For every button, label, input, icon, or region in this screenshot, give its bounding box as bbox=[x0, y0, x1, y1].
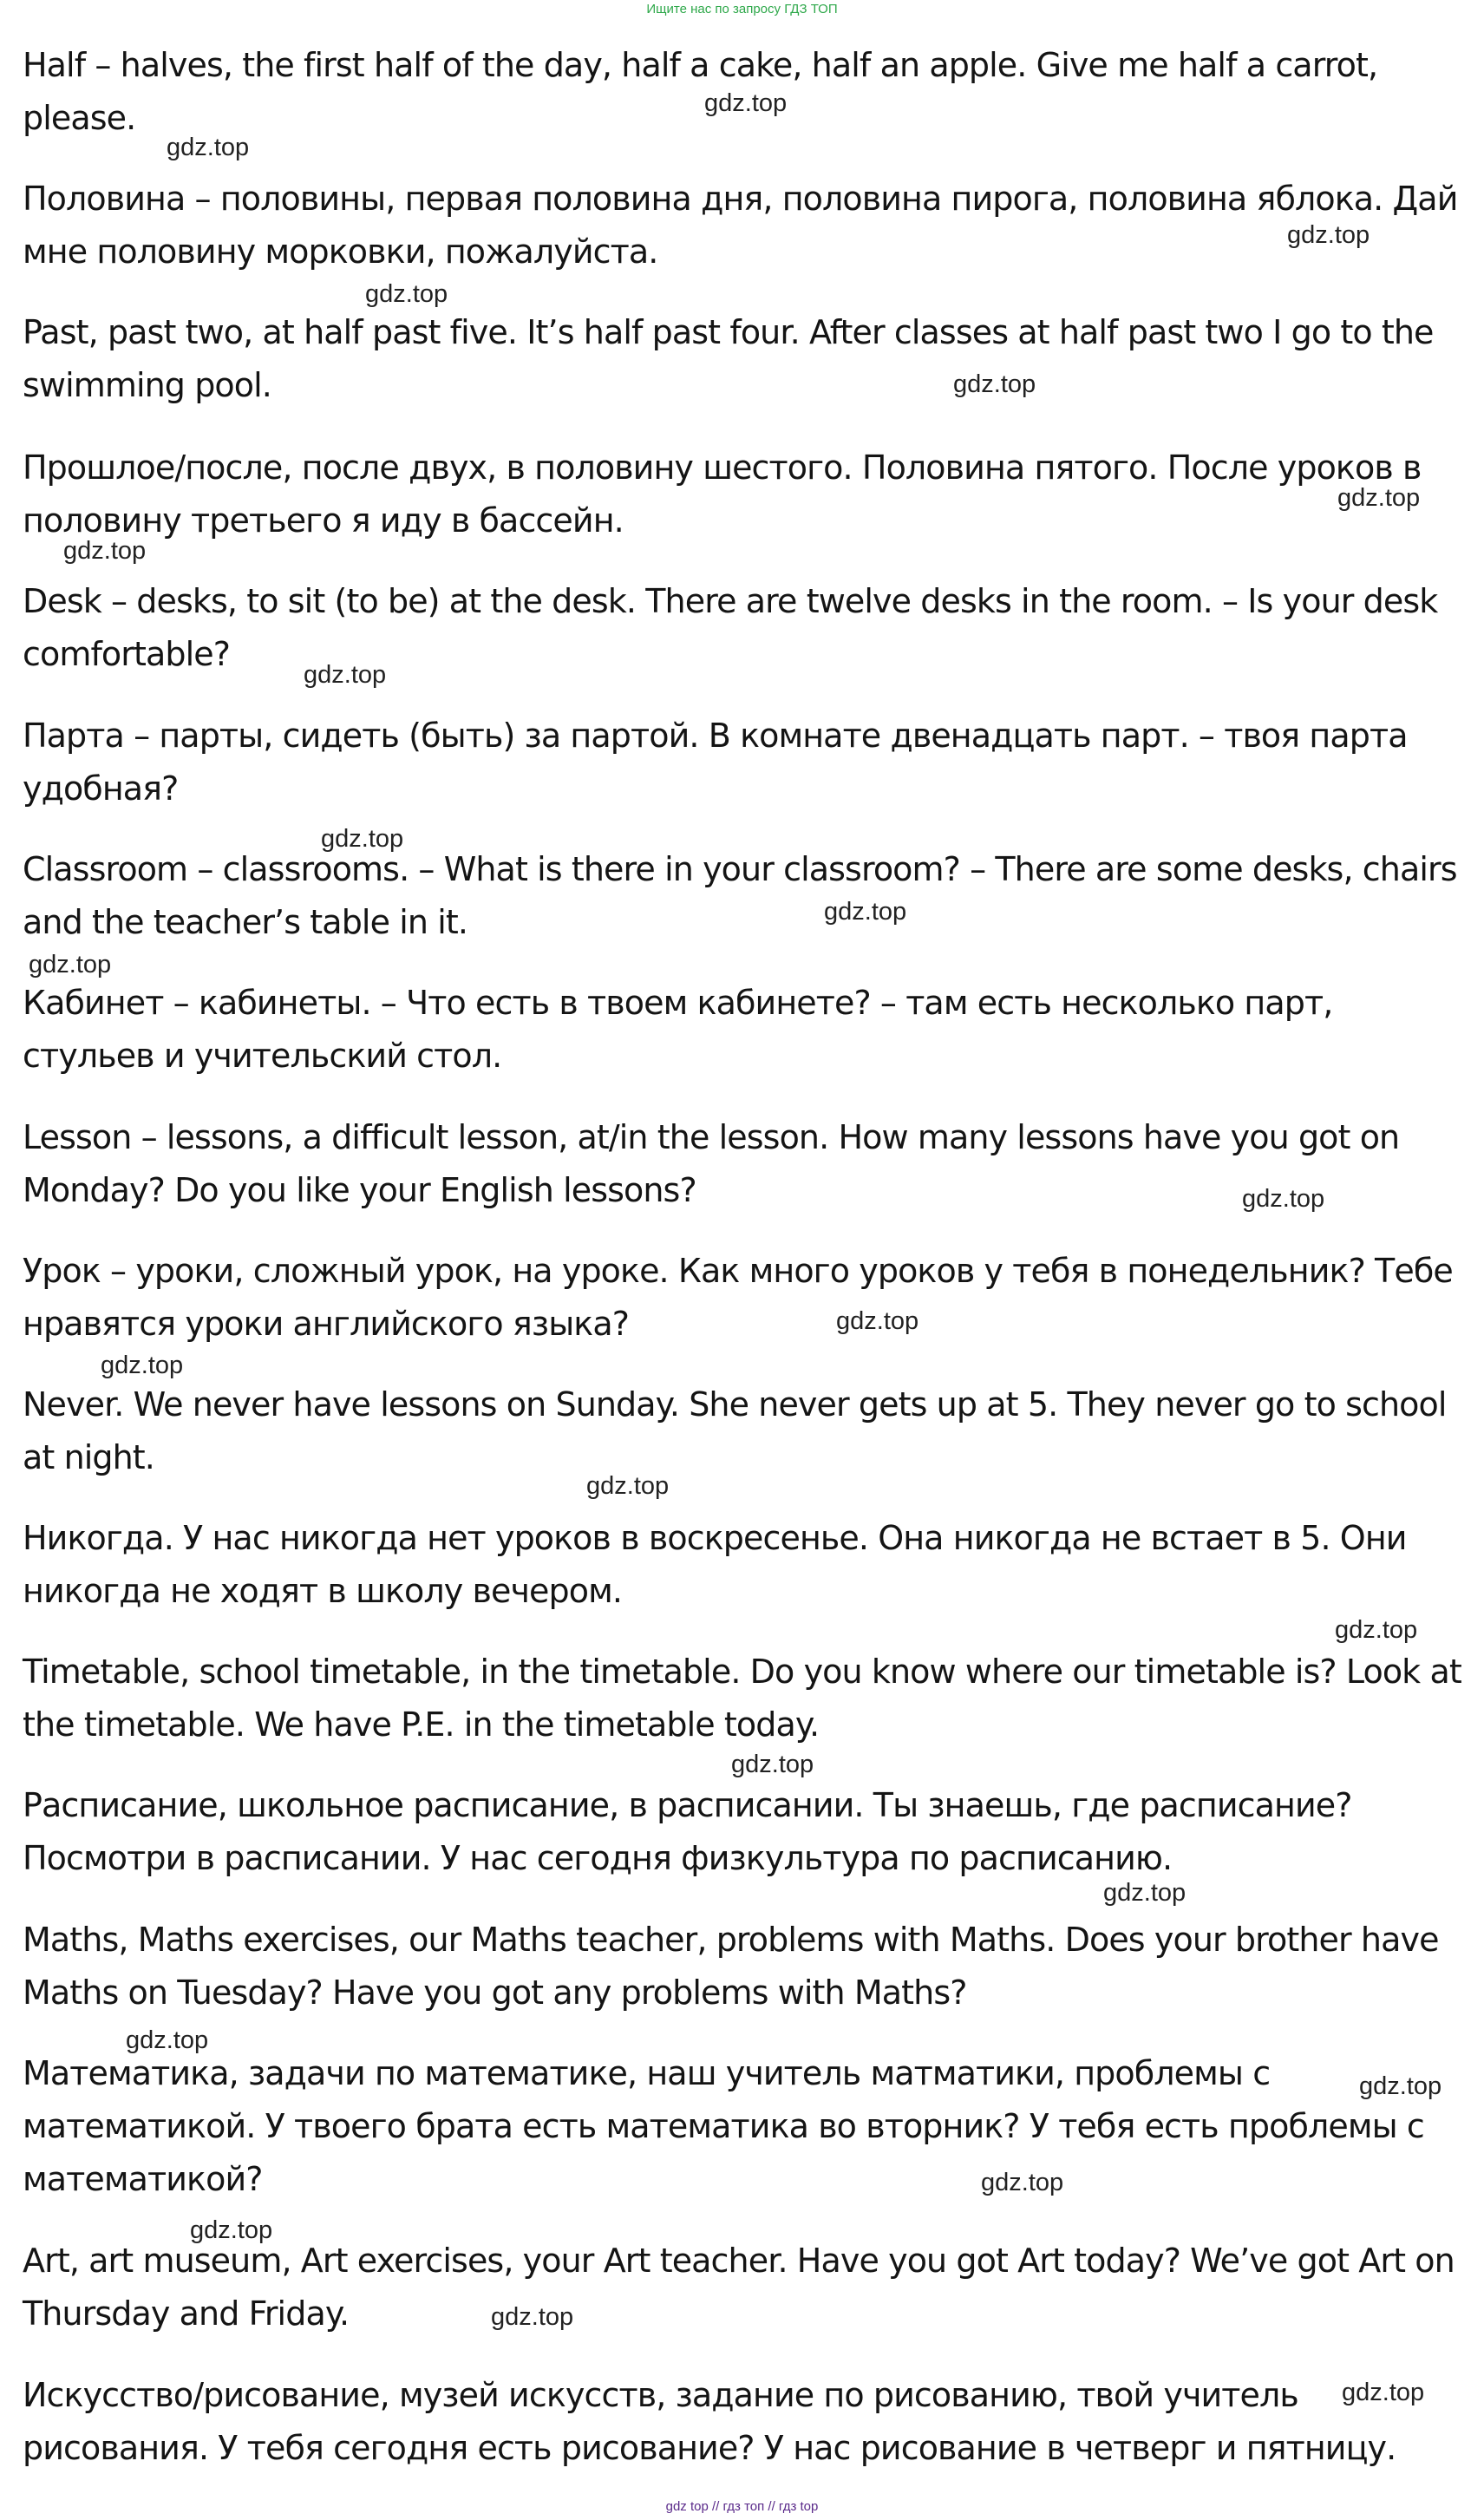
paragraph-8: Кабинет – кабинеты. – Что есть в твоем кабинете? – там есть несколько парт, стульев и учительский стол. bbox=[23, 984, 1333, 1075]
paragraph-6: Парта – парты, сидеть (быть) за партой. В комнате двенадцать парт. – твоя парта удобная? bbox=[23, 717, 1408, 808]
watermark: gdz.top bbox=[1342, 2379, 1425, 2406]
watermark: gdz.top bbox=[981, 2169, 1064, 2196]
watermark: gdz.top bbox=[1359, 2072, 1442, 2100]
watermark: gdz.top bbox=[1337, 484, 1421, 512]
paragraph-17: Art, art museum, Art exercises, your Art teacher. Have you got Art today? We’ve got Art on Thursday and Friday. bbox=[23, 2242, 1455, 2333]
paragraph-3: Past, past two, at half past five. It’s half past four. After classes at half past two I go to the swimming pool. bbox=[23, 313, 1434, 404]
paragraph-2: Половина – половины, первая половина дня, половина пирога, половина яблока. Дай мне половину морковки, пожалуйста. bbox=[23, 180, 1458, 271]
paragraph-1: Half – halves, the first half of the day, half a cake, half an apple. Give me half a carrot, please. bbox=[23, 46, 1378, 137]
watermark: gdz.top bbox=[101, 1352, 184, 1379]
paragraph-4: Прошлое/после, после двух, в половину шестого. Половина пятого. После уроков в половину третьего я иду в бассейн. bbox=[23, 448, 1422, 540]
watermark: gdz.top bbox=[836, 1307, 919, 1335]
watermark: gdz.top bbox=[731, 1751, 814, 1778]
paragraph-9: Lesson – lessons, a difficult lesson, at/in the lesson. How many lessons have you got on Monday? Do you like your English lessons? bbox=[23, 1118, 1400, 1209]
watermark: gdz.top bbox=[365, 280, 448, 308]
watermark: gdz.top bbox=[953, 370, 1036, 398]
watermark: gdz.top bbox=[824, 898, 907, 926]
paragraph-16: Математика, задачи по математике, наш учитель матматики, проблемы с математикой. У твоего брата есть математика во вторник? У тебя есть проблемы с математикой? bbox=[23, 2054, 1424, 2198]
watermark: gdz.top bbox=[704, 89, 788, 117]
watermark: gdz.top bbox=[586, 1472, 670, 1500]
top-banner: Ищите нас по запросу ГДЗ ТОП bbox=[646, 2, 838, 16]
paragraph-12: Никогда. У нас никогда нет уроков в воскресенье. Она никогда не встает в 5. Они никогда не ходят в школу вечером. bbox=[23, 1519, 1407, 1610]
watermark: gdz.top bbox=[1287, 221, 1370, 249]
footer: gdz top // гдз топ // гдз top bbox=[665, 2499, 819, 2514]
paragraph-15: Maths, Maths exercises, our Maths teacher, problems with Maths. Does your brother have Maths on Tuesday? Have you got any problems with Maths? bbox=[23, 1921, 1439, 2012]
watermark: gdz.top bbox=[1335, 1616, 1418, 1644]
watermark: gdz.top bbox=[190, 2216, 273, 2244]
watermark: gdz.top bbox=[304, 661, 387, 689]
watermark: gdz.top bbox=[1242, 1185, 1325, 1213]
watermark: gdz.top bbox=[491, 2303, 574, 2331]
paragraph-18: Искусство/рисование, музей искусств, задание по рисованию, твой учитель рисования. У тебя сегодня есть рисование? У нас рисование в четверг и пятницу. bbox=[23, 2376, 1396, 2467]
watermark: gdz.top bbox=[1103, 1879, 1187, 1907]
paragraph-13: Timetable, school timetable, in the timetable. Do you know where our timetable is? Look at the timetable. We have P.E. in the timetable today. bbox=[23, 1653, 1461, 1744]
paragraph-5: Desk – desks, to sit (to be) at the desk. There are twelve desks in the room. – Is your desk comfortable? bbox=[23, 582, 1438, 673]
watermark: gdz.top bbox=[63, 537, 147, 565]
paragraph-7: Classroom – classrooms. – What is there in your classroom? – There are some desks, chairs and the teacher’s table in it. bbox=[23, 850, 1457, 941]
paragraph-14: Расписание, школьное расписание, в расписании. Ты знаешь, где расписание? Посмотри в расписании. У нас сегодня физкультура по расписанию. bbox=[23, 1786, 1352, 1877]
watermark: gdz.top bbox=[29, 951, 112, 979]
watermark: gdz.top bbox=[167, 134, 250, 161]
paragraph-10: Урок – уроки, сложный урок, на уроке. Как много уроков у тебя в понедельник? Тебе нравятся уроки английского языка? bbox=[23, 1252, 1453, 1343]
paragraph-11: Never. We never have lessons on Sunday. She never gets up at 5. They never go to school at night. bbox=[23, 1385, 1447, 1476]
watermark: gdz.top bbox=[126, 2026, 209, 2054]
watermark: gdz.top bbox=[321, 825, 404, 853]
